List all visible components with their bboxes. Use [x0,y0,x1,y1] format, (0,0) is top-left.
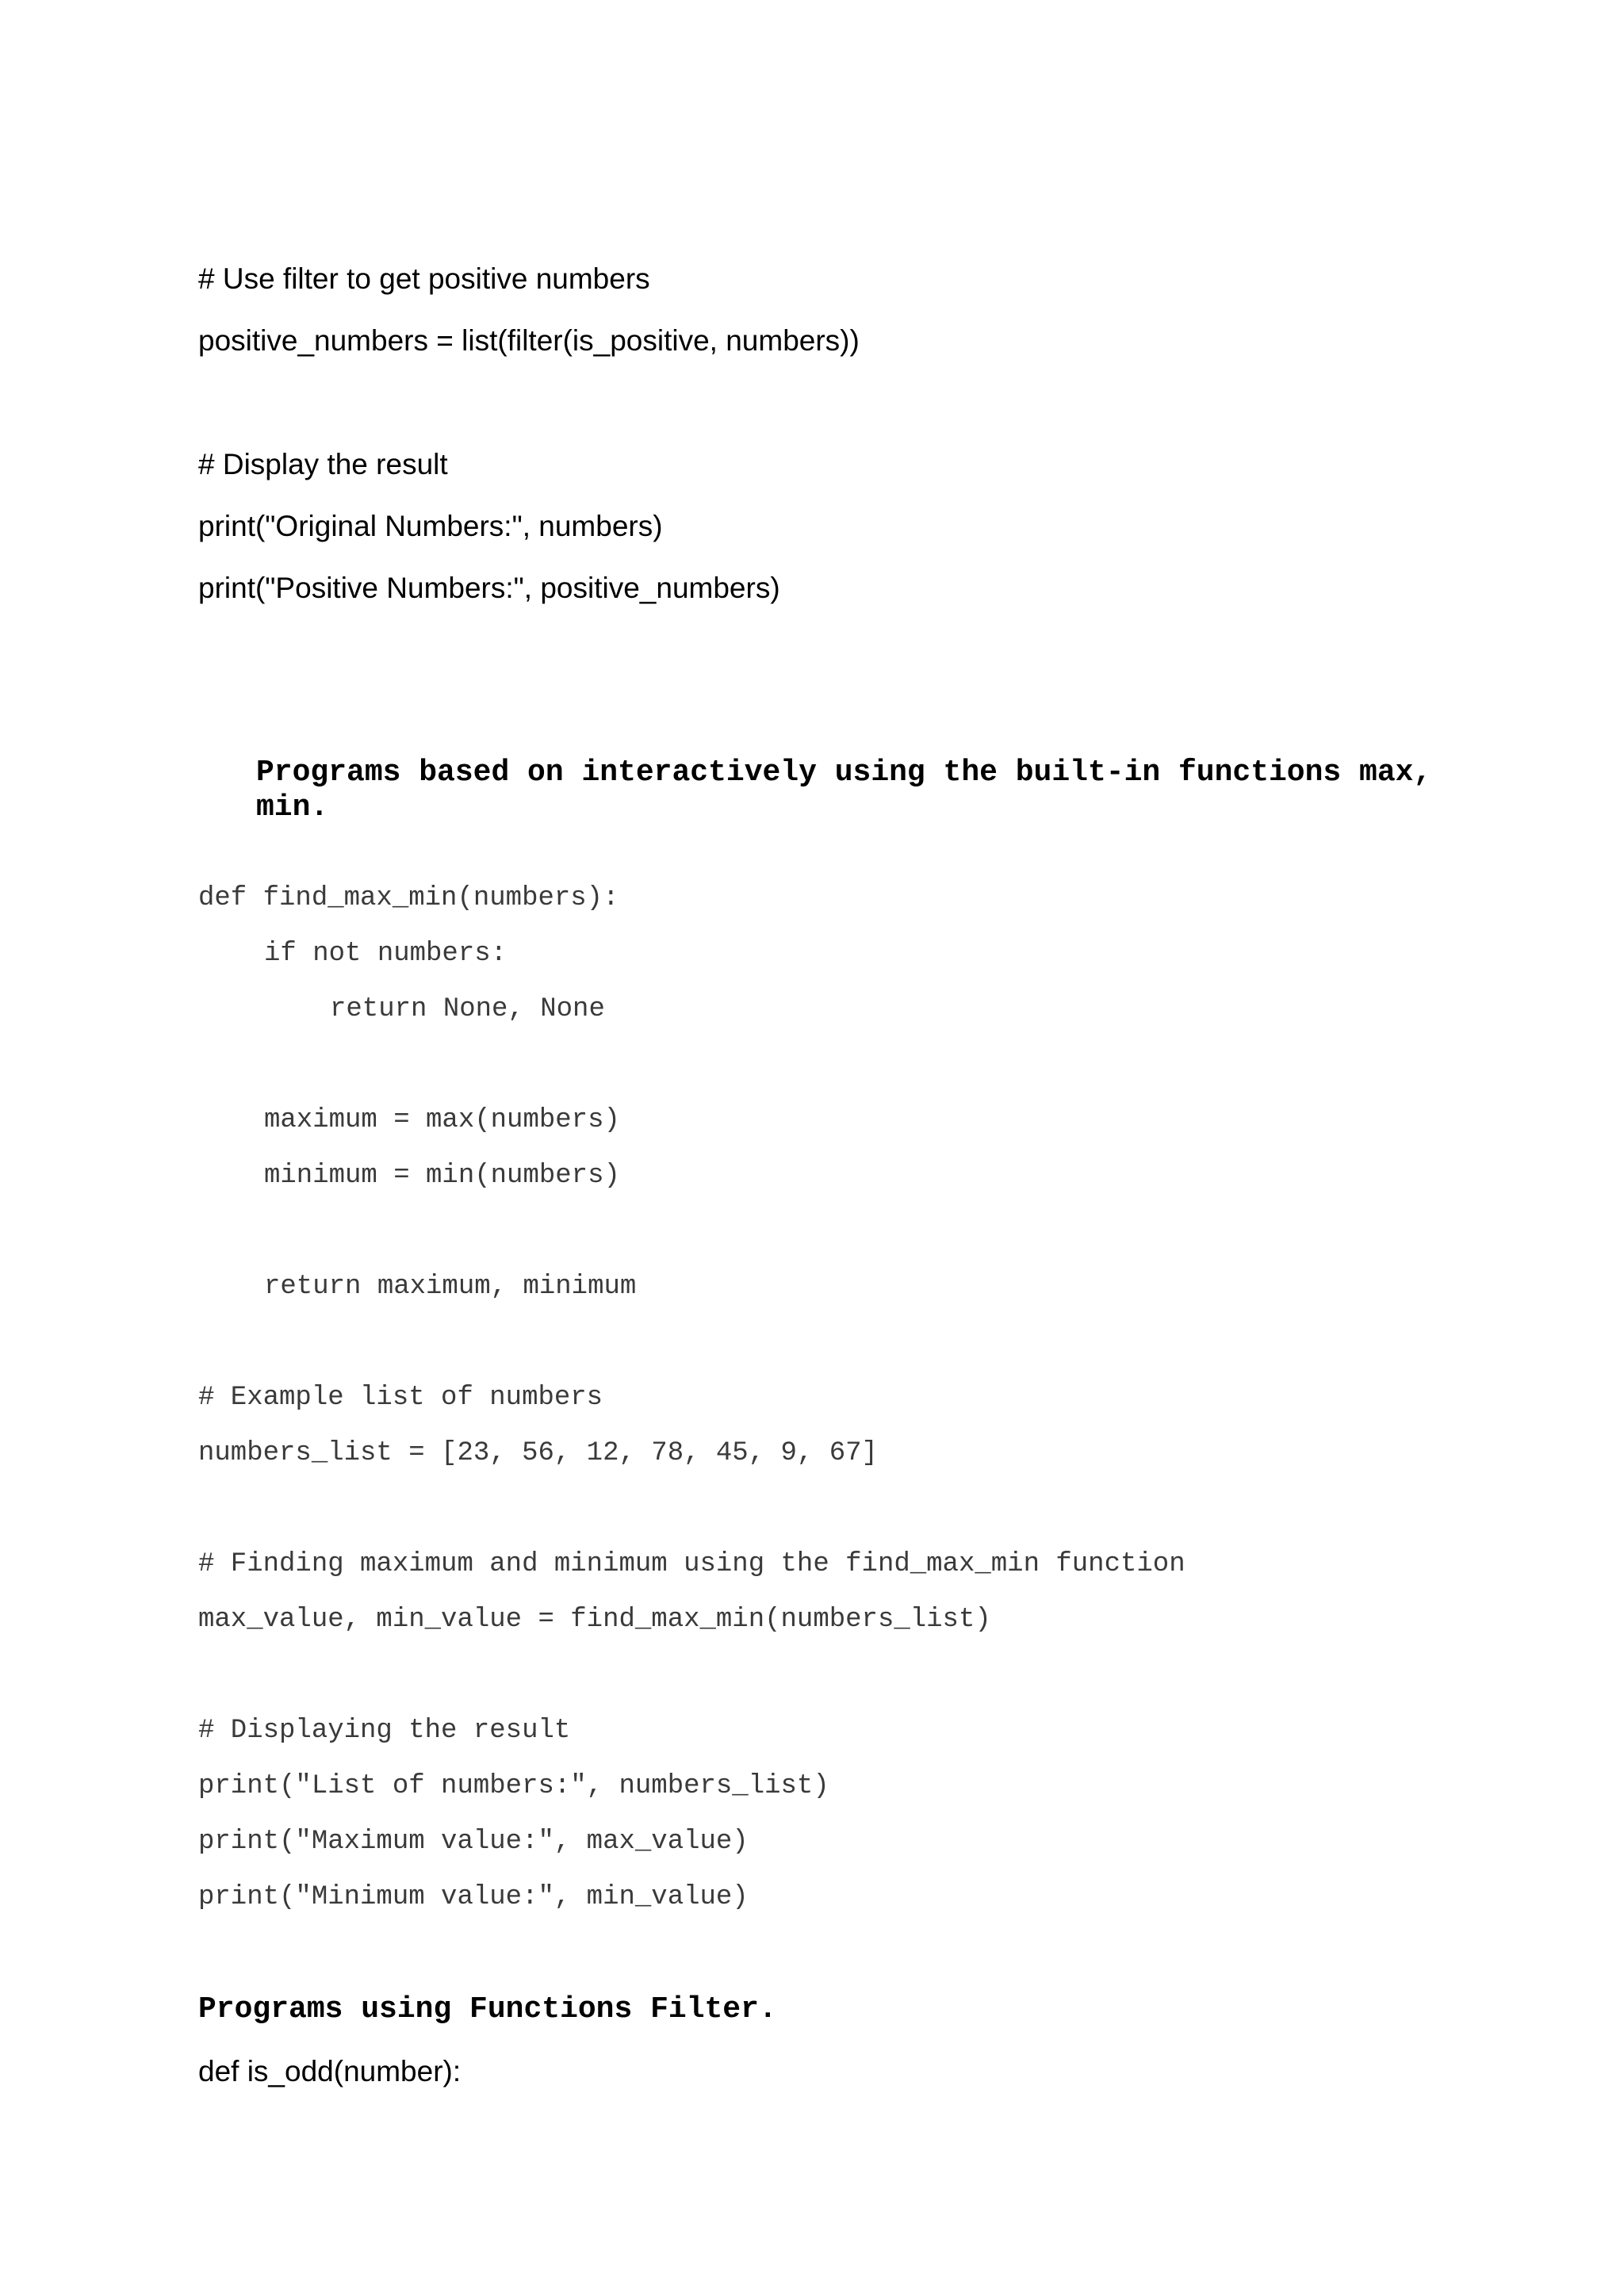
section-heading-max-min: Programs based on interactively using the built-in functions max, [256,756,1432,790]
code-line-minimum: minimum = min(numbers) [264,1161,620,1191]
code-line-return-none: return None, None [330,994,605,1024]
code-comment-display-result: # Display the result [198,448,448,480]
code-line-print-original: print("Original Numbers:", numbers) [198,510,663,542]
code-comment-finding-max-min: # Finding maximum and minimum using the find_max_min function [198,1549,1185,1579]
section-heading-max-min-continued: min. [256,790,329,825]
code-line-return-maximum-minimum: return maximum, minimum [264,1272,637,1302]
code-comment-displaying-result: # Displaying the result [198,1716,571,1746]
code-line-def-find-max-min: def find_max_min(numbers): [198,883,619,913]
code-line-def-is-odd: def is_odd(number): [198,2055,462,2087]
code-line-positive-numbers: positive_numbers = list(filter(is_positive, numbers)) [198,324,860,357]
code-line-print-positive: print("Positive Numbers:", positive_numbers) [198,572,780,604]
section-heading-filter: Programs using Functions Filter. [198,1992,777,2026]
code-comment-example-list: # Example list of numbers [198,1383,603,1413]
code-line-print-min: print("Minimum value:", min_value) [198,1882,749,1912]
code-line-print-list: print("List of numbers:", numbers_list) [198,1771,829,1801]
code-line-call-find-max-min: max_value, min_value = find_max_min(numbers_list) [198,1605,991,1635]
code-line-print-max: print("Maximum value:", max_value) [198,1827,749,1857]
code-line-numbers-list: numbers_list = [23, 56, 12, 78, 45, 9, 67] [198,1438,878,1468]
code-line-maximum: maximum = max(numbers) [264,1105,620,1135]
code-comment-use-filter: # Use filter to get positive numbers [198,262,650,295]
code-line-if-not-numbers: if not numbers: [264,939,508,969]
